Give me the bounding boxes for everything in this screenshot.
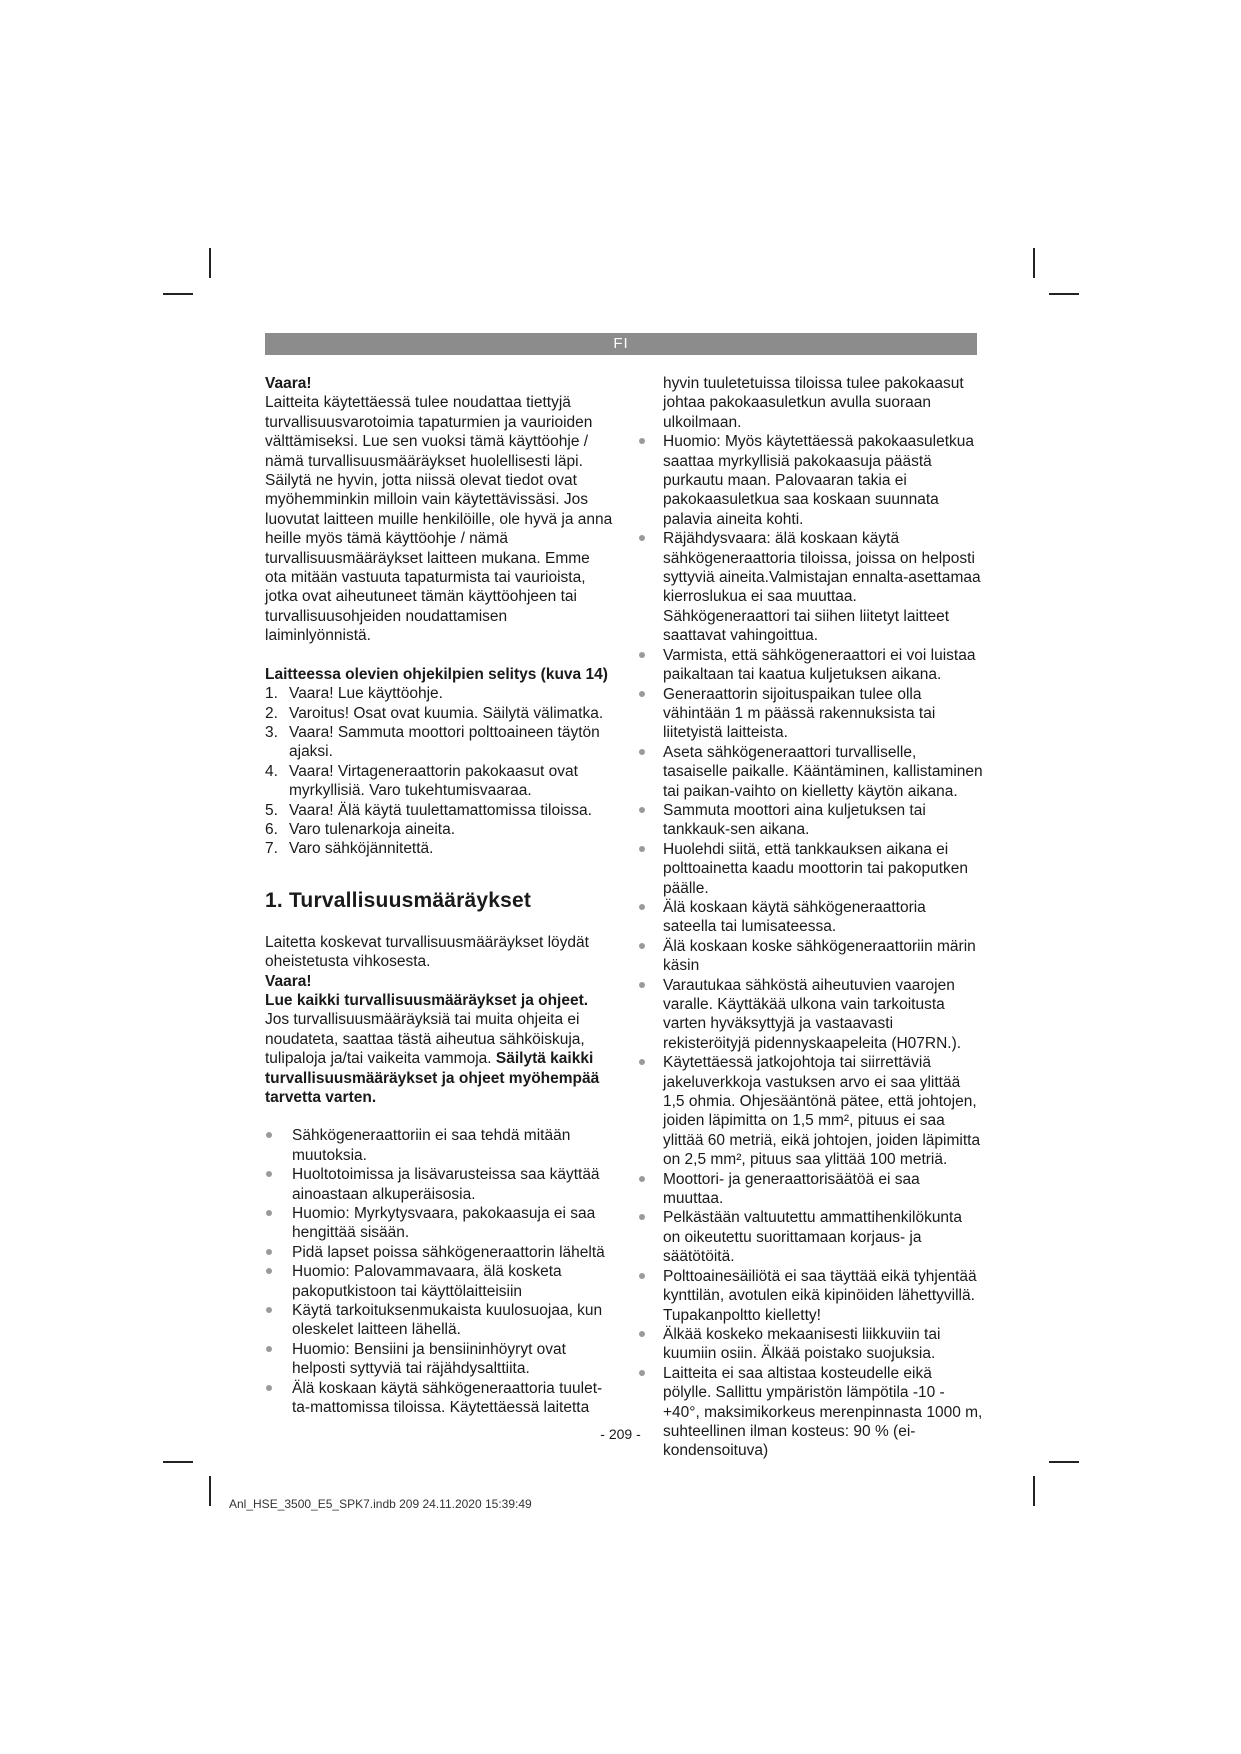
bullet-icon [639,438,645,444]
labels-heading: Laitteessa olevien ohjekilpien selitys (kuva 14) [265,665,608,683]
bullet-icon [639,943,645,949]
crop-mark [1033,248,1035,278]
crop-mark [1049,293,1079,295]
list-item: Sähkögeneraattoriin ei saa tehdä mitään muutoksia. [265,1126,615,1165]
bullet-icon [266,1307,272,1313]
list-item: 5. Vaara! Älä käytä tuulettamattomissa tiloissa. [265,801,592,819]
list-item: Räjähdysvaara: älä koskaan käytä sähkögeneraattoria tiloissa, joissa on helposti syttyviä aineita.Valmistajan ennalta-asettamaa kierroslukua ei saa muuttaa. Sähkögeneraattori tai siihen liitetyt laitteet saattavat vahingoittua. [663,529,983,645]
warning-title: Vaara! [265,375,312,392]
list-item: 3. Vaara! Sammuta moottori polttoaineen täytön ajaksi. [265,723,600,761]
bullet-icon [639,807,645,813]
list-item: Laitteita ei saa altistaa kosteudelle eikä pölylle. Sallittu ympäristön lämpötila -10 - +40°, maksimikorkeus merenpinnasta 1000 m, suhteellinen ilman kosteus: 90 % (ei-kondensoituva) [663,1364,983,1461]
section-title: 1. Turvallisuusmääräykset [265,888,532,912]
crop-mark [209,1476,211,1506]
list-item: Käytettäessä jatkojohtoja tai siirrettäviä jakeluverkkoja vastuksen arvo ei saa ylittää 1,5 ohmia. Ohjesääntönä pätee, että johtojen, joiden läpimitta on 1,5 mm², pituus ei saa ylittää 60 metriä, eikä johtojen, joiden läpimitta on 2,5 mm², pituus saa ylittää 100 metriä. [663,1053,983,1169]
crop-mark [209,248,211,278]
crop-mark [1033,1476,1035,1506]
bullet-icon [266,1385,272,1391]
list-item: Älä koskaan käytä sähkögeneraattoria tuulet-ta-mattomissa tiloissa. Käytettäessä laitetta [265,1379,615,1418]
list-item: Huomio: Palovammavaara, älä kosketa pakoputkistoon tai käyttölaitteisiin [265,1262,615,1301]
list-item: Varautukaa sähköstä aiheutuvien vaarojen varalle. Käyttäkää ulkona vain tarkoitusta varten hyväksyttyjä ja vastaavasti rekisteröityjä pidennyskaapeleita (H07RN.). [663,976,983,1054]
bullet-icon [639,846,645,852]
list-item: Sammuta moottori aina kuljetuksen tai tankkauk-sen aikana. [663,801,983,840]
warning2-lead: Lue kaikki turvallisuusmääräykset ja ohjeet. [265,991,589,1009]
list-item: 1. Vaara! Lue käyttöohje. [265,685,443,703]
list-item: 6. Varo tulenarkoja aineita. [265,820,456,838]
list-item: 2. Varoitus! Osat ovat kuumia. Säilytä välimatka. [265,704,604,722]
labels-list [265,684,615,859]
list-item: 7. Varo sähköjännitettä. [265,840,434,858]
bullet-icon [266,1210,272,1216]
bullet-icon [639,1176,645,1182]
list-item: Moottori- ja generaattorisäätöä ei saa muuttaa. [663,1170,983,1209]
crop-mark [163,1461,193,1463]
warning2-title: Vaara! [265,972,312,990]
crop-mark [163,293,193,295]
left-column [265,374,615,1418]
list-item: Huomio: Myös käytettäessä pakokaasuletkua saattaa myrkyllisiä pakokaasuja päästä purkautu maan. Palovaaran takia ei pakokaasuletkua saa koskaan suunnata palavia aineita kohti. [663,432,983,529]
list-item: Älä koskaan käytä sähkögeneraattoria sateella tai lumisateessa. [663,898,983,937]
print-footer: Anl_HSE_3500_E5_SPK7.indb 209 24.11.2020 15:39:49 [229,1497,532,1511]
bullet-icon [639,535,645,541]
continuation-text: hyvin tuuletetuissa tiloissa tulee pakokaasut johtaa pakokaasuletkun avulla suoraan ulkoilmaan. [663,375,964,431]
page-number: - 209 - [600,1426,641,1442]
safety-bullets-right [663,432,983,1461]
list-item: Huolehdi siitä, että tankkauksen aikana ei polttoainetta kaadu moottorin tai pakoputken päälle. [663,840,983,898]
safety-bullets-left [265,1126,615,1417]
section-intro: Laitetta koskevat turvallisuusmääräykset löydät oheistetusta vihkosesta. [265,933,589,971]
list-item: Huomio: Myrkytysvaara, pakokaasuja ei saa hengittää sisään. [265,1204,615,1243]
bullet-icon [266,1249,272,1255]
bullet-icon [639,652,645,658]
list-item: Generaattorin sijoituspaikan tulee olla vähintään 1 m päässä rakennuksista tai liitetyistä laitteista. [663,685,983,743]
bullet-icon [266,1171,272,1177]
bullet-icon [639,749,645,755]
bullet-icon [639,691,645,697]
list-item: Huomio: Bensiini ja bensiininhöyryt ovat helposti syttyviä tai räjähdysalttiita. [265,1340,615,1379]
bullet-icon [639,1214,645,1220]
bullet-icon [639,982,645,988]
list-item: Varmista, että sähkögeneraattori ei voi luistaa paikaltaan tai kaatua kuljetuksen aikana. [663,646,983,685]
list-item: Polttoainesäiliötä ei saa täyttää eikä tyhjentää kynttilän, avotulen eikä kipinöiden lähettyvillä. Tupakanpoltto kielletty! [663,1267,983,1325]
warning2-body: Jos turvallisuusmääräyksiä tai muita ohjeita ei noudateta, saattaa tästä aiheutua sähköiskuja, tulipaloja ja/tai vaikeita vammoja. Säilytä kaikki turvallisuusmääräykset ja ohjeet myöhempää tarvetta varten. [265,1011,600,1106]
bullet-icon [639,1273,645,1279]
bullet-icon [639,1331,645,1337]
bullet-icon [639,1059,645,1065]
bullet-icon [266,1132,272,1138]
bullet-icon [639,1370,645,1376]
list-item: Pelkästään valtuutettu ammattihenkilökunta on oikeutettu suorittamaan korjaus- ja säätötöitä. [663,1208,983,1266]
list-item: Älkää koskeko mekaanisesti liikkuviin tai kuumiin osiin. Älkää poistako suojuksia. [663,1325,983,1364]
bullet-icon [639,904,645,910]
crop-mark [1049,1461,1079,1463]
right-column [663,374,983,1461]
bullet-icon [266,1268,272,1274]
list-item: 4. Vaara! Virtageneraattorin pakokaasut ovat myrkyllisiä. Varo tukehtumisvaaraa. [265,762,578,800]
warning-body: Laitteita käytettäessä tulee noudattaa tiettyjä turvallisuusvarotoimia tapaturmien ja vaurioiden välttämiseksi. Lue sen vuoksi tämä käyttöohje / nämä turvallisuusmääräykset huolellisesti läpi. Säilytä ne hyvin, jotta niissä olevat tiedot ovat myöhemminkin milloin vain käytettävissäsi. Jos luovutat laitteen muille henkilöille, ole hyvä ja anna heille myös tämä käyttöohje / nämä turvallisuusmääräykset laitteen mukana. Emme ota mitään vastuuta tapaturmista tai vaurioista, jotka ovat aiheutuneet tämän käyttöohjeen tai turvallisuusohjeiden noudattamisen laiminlyönnistä. [265,394,613,645]
bullet-icon [266,1346,272,1352]
list-item: Aseta sähkögeneraattori turvalliselle, tasaiselle paikalle. Kääntäminen, kallistaminen tai paikan-vaihto on kielletty käytön aikana. [663,743,983,801]
list-item: Pidä lapset poissa sähkögeneraattorin läheltä [265,1243,615,1262]
list-item: Huoltotoimissa ja lisävarusteissa saa käyttää ainoastaan alkuperäisosia. [265,1165,615,1204]
language-header-bar: FI [265,333,977,355]
list-item: Älä koskaan koske sähkögeneraattoriin märin käsin [663,937,983,976]
list-item: Käytä tarkoituksenmukaista kuulosuojaa, kun oleskelet laitteen lähellä. [265,1301,615,1340]
